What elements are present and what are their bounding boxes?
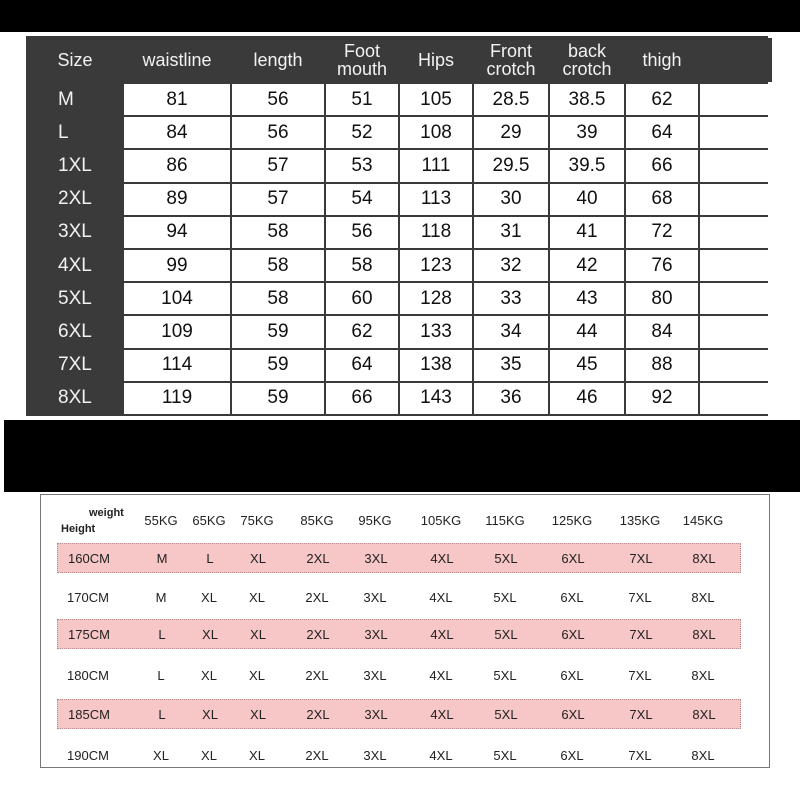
weight-column-label: 105KG <box>420 513 462 528</box>
measurement-cell: 59 <box>232 383 324 414</box>
recommended-size-cell: 4XL <box>430 627 454 642</box>
weight-column-label: 115KG <box>485 513 525 528</box>
measurement-cell: 29.5 <box>474 150 548 181</box>
weight-column-label: 145KG <box>682 513 724 528</box>
recommended-size-cell: 2XL <box>306 707 330 722</box>
recommended-size-cell: XL <box>201 668 217 683</box>
size-col-header <box>400 38 472 82</box>
measurement-cell: 114 <box>124 350 230 381</box>
measurement-cell: 39.5 <box>550 150 624 181</box>
recommended-size-cell: XL <box>201 748 217 763</box>
measurement-cell: 62 <box>626 84 698 115</box>
measurement-cell: 89 <box>124 184 230 215</box>
measurement-cell: 51 <box>326 84 398 115</box>
measurement-cell: 52 <box>326 117 398 148</box>
measurement-cell: 44 <box>550 316 624 347</box>
size-col-header <box>124 38 230 82</box>
size-label-cell: L <box>28 117 122 148</box>
recommended-size-cell: 7XL <box>628 590 652 605</box>
measurement-cell: 113 <box>400 184 472 215</box>
recommended-size-cell: 7XL <box>628 748 652 763</box>
size-col-header-text: back <box>567 41 607 61</box>
recommendation-row-highlighted <box>57 543 741 573</box>
height-label: 185CM <box>68 707 110 722</box>
measurement-cell: 60 <box>326 283 398 314</box>
measurement-cell: 84 <box>124 117 230 148</box>
recommended-size-cell: 8XL <box>691 748 715 763</box>
weight-column-label: 135KG <box>619 513 661 528</box>
measurement-cell: 118 <box>400 217 472 248</box>
measurement-cell: 35 <box>474 350 548 381</box>
recommended-size-cell: XL <box>249 590 265 605</box>
recommended-size-cell: 4XL <box>429 668 453 683</box>
size-table-row <box>28 217 772 248</box>
measurement-cell: 66 <box>626 150 698 181</box>
recommended-size-cell: 8XL <box>692 551 716 566</box>
height-label: 170CM <box>67 590 109 605</box>
recommended-size-cell: 8XL <box>692 627 716 642</box>
weight-column-label: 65KG <box>192 513 226 528</box>
measurement-cell: 45 <box>550 350 624 381</box>
measurement-cell: 59 <box>232 350 324 381</box>
measurement-cell: 94 <box>124 217 230 248</box>
measurement-cell: 59 <box>232 316 324 347</box>
size-col-header <box>700 38 772 82</box>
recommended-size-cell: 2XL <box>305 668 329 683</box>
measurement-cell: 38.5 <box>550 84 624 115</box>
size-label-cell: 1XL <box>28 150 122 181</box>
measurement-cell: 32 <box>474 250 548 281</box>
recommended-size-cell: 5XL <box>493 668 517 683</box>
measurement-cell: 68 <box>626 184 698 215</box>
measurement-cell <box>700 316 772 347</box>
measurement-cell: 64 <box>326 350 398 381</box>
size-table-row <box>28 184 772 215</box>
measurement-cell: 33 <box>474 283 548 314</box>
measurement-cell: 29 <box>474 117 548 148</box>
recommendation-row <box>57 661 741 691</box>
recommended-size-cell: XL <box>250 707 266 722</box>
measurement-cell: 58 <box>232 217 324 248</box>
recommended-size-cell: 3XL <box>364 707 388 722</box>
measurement-cell: 40 <box>550 184 624 215</box>
size-measurement-table <box>26 36 774 416</box>
measurement-cell: 138 <box>400 350 472 381</box>
measurement-cell: 42 <box>550 250 624 281</box>
size-recommendation-chart <box>40 494 770 768</box>
recommendation-row <box>57 741 741 771</box>
height-axis-label: Height <box>61 523 96 535</box>
measurement-cell: 123 <box>400 250 472 281</box>
recommended-size-cell: 6XL <box>560 590 584 605</box>
recommended-size-cell: XL <box>202 707 218 722</box>
measurement-cell: 105 <box>400 84 472 115</box>
recommended-size-cell: 6XL <box>561 707 585 722</box>
recommended-size-cell: 8XL <box>691 668 715 683</box>
recommendation-row-highlighted <box>57 619 741 649</box>
recommended-size-cell: 2XL <box>306 551 330 566</box>
recommended-size-cell: L <box>158 627 166 642</box>
weight-column-label: 75KG <box>240 513 274 528</box>
recommended-size-cell: 8XL <box>692 707 716 722</box>
recommendation-row <box>57 583 741 613</box>
size-col-header <box>626 38 698 82</box>
measurement-cell <box>700 84 772 115</box>
measurement-cell: 76 <box>626 250 698 281</box>
recommended-size-cell: XL <box>250 627 266 642</box>
measurement-cell <box>700 383 772 414</box>
recommended-size-cell: L <box>206 551 214 566</box>
recommended-size-cell: 2XL <box>305 590 329 605</box>
recommended-size-cell: 7XL <box>628 668 652 683</box>
recommended-size-cell: XL <box>201 590 217 605</box>
measurement-cell: 84 <box>626 316 698 347</box>
height-label: 175CM <box>68 627 110 642</box>
recommended-size-cell: XL <box>249 748 265 763</box>
measurement-cell: 119 <box>124 383 230 414</box>
weight-column-label: 55KG <box>144 513 178 528</box>
size-table-row <box>28 117 772 148</box>
size-col-header-text: thigh <box>642 50 682 70</box>
measurement-cell: 58 <box>232 283 324 314</box>
weight-column-label: 125KG <box>551 513 593 528</box>
size-label-cell: 5XL <box>28 283 122 314</box>
recommended-size-cell: XL <box>202 627 218 642</box>
size-table-header-row <box>28 38 772 82</box>
measurement-cell <box>700 117 772 148</box>
measurement-cell: 104 <box>124 283 230 314</box>
measurement-cell: 64 <box>626 117 698 148</box>
measurement-cell: 34 <box>474 316 548 347</box>
recommended-size-cell: 4XL <box>430 707 454 722</box>
recommended-size-cell: 5XL <box>494 627 518 642</box>
size-col-header <box>326 38 398 82</box>
recommended-size-cell: 8XL <box>691 590 715 605</box>
measurement-cell: 30 <box>474 184 548 215</box>
size-col-header-text: waistline <box>142 50 212 70</box>
size-table-row <box>28 250 772 281</box>
size-table-row <box>28 350 772 381</box>
recommended-size-cell: 5XL <box>493 590 517 605</box>
measurement-cell: 143 <box>400 383 472 414</box>
measurement-cell <box>700 150 772 181</box>
measurement-cell: 41 <box>550 217 624 248</box>
measurement-cell <box>700 184 772 215</box>
size-table-row <box>28 283 772 314</box>
recommended-size-cell: 5XL <box>494 551 518 566</box>
size-col-header-text: length <box>253 50 303 70</box>
recommended-size-cell: 5XL <box>494 707 518 722</box>
size-table-body <box>28 84 772 414</box>
size-label-cell: 4XL <box>28 250 122 281</box>
measurement-cell: 111 <box>400 150 472 181</box>
recommended-size-cell: L <box>158 707 166 722</box>
measurement-cell: 88 <box>626 350 698 381</box>
recommendation-row-highlighted <box>57 699 741 729</box>
measurement-cell: 43 <box>550 283 624 314</box>
measurement-cell: 86 <box>124 150 230 181</box>
measurement-cell: 56 <box>326 217 398 248</box>
size-col-header <box>28 38 122 82</box>
height-label: 190CM <box>67 748 109 763</box>
recommended-size-cell: M <box>156 551 168 566</box>
size-label-cell: 7XL <box>28 350 122 381</box>
measurement-cell: 109 <box>124 316 230 347</box>
measurement-cell <box>700 250 772 281</box>
top-black-band <box>0 0 800 32</box>
measurement-cell: 56 <box>232 84 324 115</box>
recommended-size-cell: 3XL <box>363 668 387 683</box>
recommended-size-cell: 2XL <box>306 627 330 642</box>
recommended-size-cell: 4XL <box>429 748 453 763</box>
recommended-size-cell: 7XL <box>629 551 653 566</box>
height-label: 180CM <box>67 668 109 683</box>
recommended-size-cell: XL <box>153 748 169 763</box>
recommended-size-cell: 6XL <box>561 627 585 642</box>
size-col-header-text: Size <box>57 50 93 70</box>
recommended-size-cell: L <box>157 668 165 683</box>
measurement-cell: 133 <box>400 316 472 347</box>
size-table-row <box>28 150 772 181</box>
size-col-header-text: crotch <box>486 59 536 79</box>
size-table <box>26 36 768 416</box>
measurement-cell: 39 <box>550 117 624 148</box>
measurement-cell: 99 <box>124 250 230 281</box>
measurement-cell <box>700 217 772 248</box>
size-col-header-text: Hips <box>417 50 454 70</box>
size-col-header-text: Foot <box>343 41 381 61</box>
size-col-header-text: Front <box>489 41 532 61</box>
measurement-cell: 128 <box>400 283 472 314</box>
measurement-cell: 28.5 <box>474 84 548 115</box>
recommended-size-cell: 6XL <box>560 668 584 683</box>
recommended-size-cell: 3XL <box>364 551 388 566</box>
recommended-size-cell: 6XL <box>560 748 584 763</box>
recommended-size-cell: 7XL <box>629 707 653 722</box>
measurement-cell: 36 <box>474 383 548 414</box>
measurement-cell: 62 <box>326 316 398 347</box>
measurement-cell: 31 <box>474 217 548 248</box>
measurement-cell: 58 <box>232 250 324 281</box>
recommended-size-cell: 3XL <box>364 627 388 642</box>
recommended-size-cell: 3XL <box>363 590 387 605</box>
measurement-cell: 46 <box>550 383 624 414</box>
recommended-size-cell: 7XL <box>629 627 653 642</box>
size-table-row <box>28 383 772 414</box>
size-col-header <box>232 38 324 82</box>
size-label-cell: M <box>28 84 122 115</box>
recommended-size-cell: 6XL <box>561 551 585 566</box>
recommended-size-cell: 5XL <box>493 748 517 763</box>
measurement-cell: 81 <box>124 84 230 115</box>
weight-axis-label: weight <box>89 507 124 519</box>
measurement-cell: 72 <box>626 217 698 248</box>
measurement-cell: 57 <box>232 184 324 215</box>
size-table-row <box>28 84 772 115</box>
measurement-cell: 108 <box>400 117 472 148</box>
recommended-size-cell: M <box>155 590 167 605</box>
recommended-size-cell: XL <box>249 668 265 683</box>
weight-header-row <box>41 495 771 539</box>
measurement-cell <box>700 283 772 314</box>
size-col-header-text: mouth <box>336 59 388 79</box>
size-label-cell: 8XL <box>28 383 122 414</box>
size-label-cell: 6XL <box>28 316 122 347</box>
measurement-cell: 58 <box>326 250 398 281</box>
recommended-size-cell: 3XL <box>363 748 387 763</box>
measurement-cell: 53 <box>326 150 398 181</box>
size-table-row <box>28 316 772 347</box>
size-label-cell: 3XL <box>28 217 122 248</box>
middle-black-band <box>4 420 800 492</box>
recommended-size-cell: XL <box>250 551 266 566</box>
recommended-size-cell: 4XL <box>430 551 454 566</box>
measurement-cell: 92 <box>626 383 698 414</box>
measurement-cell: 66 <box>326 383 398 414</box>
measurement-cell <box>700 350 772 381</box>
weight-column-label: 85KG <box>300 513 334 528</box>
size-col-header <box>550 38 624 82</box>
size-label-cell: 2XL <box>28 184 122 215</box>
size-col-header <box>474 38 548 82</box>
size-col-header-text: crotch <box>562 59 612 79</box>
measurement-cell: 80 <box>626 283 698 314</box>
measurement-cell: 54 <box>326 184 398 215</box>
recommended-size-cell: 4XL <box>429 590 453 605</box>
weight-column-label: 95KG <box>358 513 392 528</box>
measurement-cell: 57 <box>232 150 324 181</box>
recommended-size-cell: 2XL <box>305 748 329 763</box>
height-label: 160CM <box>68 551 110 566</box>
measurement-cell: 56 <box>232 117 324 148</box>
